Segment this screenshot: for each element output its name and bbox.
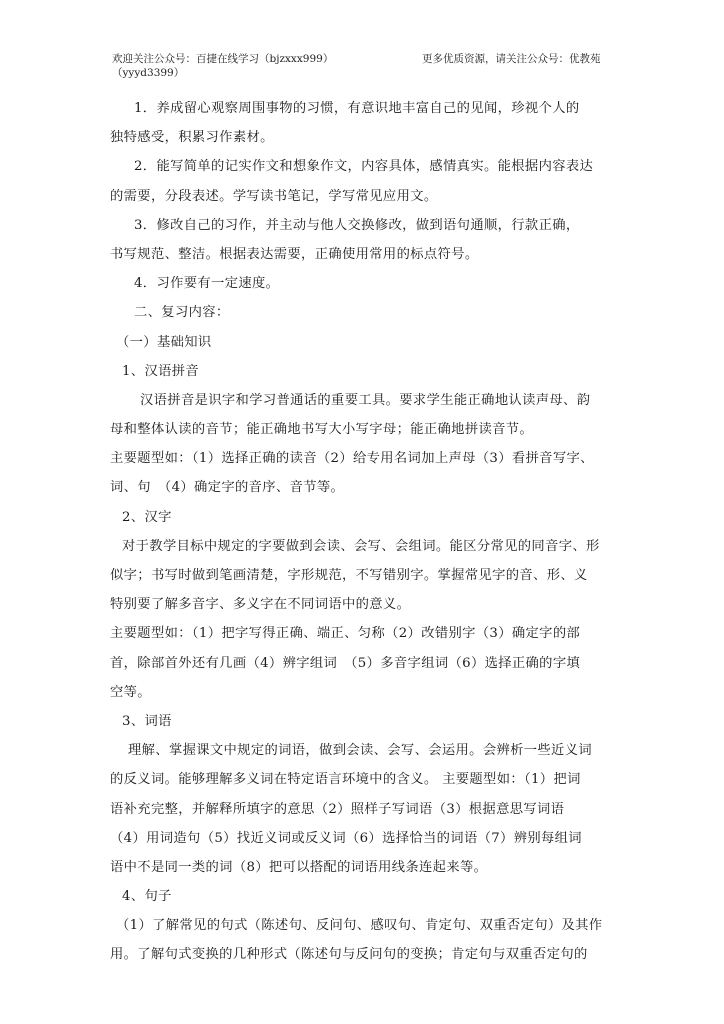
paragraph-line: 似字；书写时做到笔画清楚，字形规范，不写错别字。掌握常见字的音、形、义 xyxy=(110,568,588,583)
paragraph-line: 首，除部首外还有几画（4）辨字组词 （5）多音字组词（6）选择正确的字填 xyxy=(110,655,581,671)
paragraph-line: 用。了解句式变换的几种形式（陈述句与反问句的变换；肯定句与双重否定句的 xyxy=(110,947,588,963)
item-heading: 3、词语 xyxy=(122,713,172,729)
paragraph-line: （1）了解常见的句式（陈述句、反问句、感叹句、肯定句、双重否定句）及其作 xyxy=(116,918,603,934)
paragraph-line: 主要题型如：（1）把字写得正确、端正、匀称（2）改错别字（3）确定字的部 xyxy=(110,626,581,642)
section-heading: 二、复习内容： xyxy=(134,305,230,321)
paragraph-line: 对于教学目标中规定的字要做到会读、会写、会组词。能区分常见的同音字、形 xyxy=(122,538,600,554)
header-right-text: 更多优质资源，请关注公众号：优教苑 xyxy=(422,53,601,65)
paragraph-line: 主要题型如：（1）选择正确的读音（2）给专用名词加上声母（3）看拼音写字、 xyxy=(110,451,594,467)
header-left-text: 欢迎关注公众号：百捷在线学习（bjzxxx999） xyxy=(112,53,334,65)
item-heading: 1、汉语拼音 xyxy=(122,363,200,379)
paragraph-line: 特别要了解多音字、多义字在不同词语中的意义。 xyxy=(110,597,411,613)
paragraph-line: 理解、掌握课文中规定的词语，做到会读、会写、会运用。会辨析一些近义词 xyxy=(128,743,592,759)
header-left-continuation: （yyyd3399） xyxy=(112,67,185,79)
paragraph-line: 的反义词。能够理解多义词在特定语言环境中的含义。 主要题型如：（1）把词 xyxy=(110,772,581,788)
item-heading: 2、汉字 xyxy=(122,509,172,525)
paragraph-line: 4．习作要有一定速度。 xyxy=(134,276,280,292)
item-heading: 4、句子 xyxy=(122,889,172,905)
paragraph-line: 汉语拼音是识字和学习普通话的重要工具。要求学生能正确地认读声母、韵 xyxy=(140,392,591,408)
paragraph-line: 3．修改自己的习作，并主动与他人交换修改，做到语句通顺，行款正确， xyxy=(134,217,580,233)
paragraph-line: 的需要，分段表述。学写读书笔记，学写常见应用文。 xyxy=(110,188,438,204)
paragraph-line: 空等。 xyxy=(110,684,151,700)
paragraph-line: 书写规范、整洁。根据表达需要，正确使用常用的标点符号。 xyxy=(110,246,479,262)
paragraph-line: 1．养成留心观察周围事物的习惯，有意识地丰富自己的见闻，珍视个人的 xyxy=(134,101,580,116)
paragraph-line: 母和整体认读的音节；能正确地书写大小写字母；能正确地拼读音节。 xyxy=(110,422,534,438)
paragraph-line: （4）用词造句（5）找近义词或反义词（6）选择恰当的词语（7）辨别每组词 xyxy=(110,830,582,846)
paragraph-line: 独特感受，积累习作素材。 xyxy=(110,130,274,146)
paragraph-line: 语中不是同一类的词（8）把可以搭配的词语用线条连起来等。 xyxy=(110,859,488,875)
document-body xyxy=(110,94,620,970)
subsection-heading: （一）基础知识 xyxy=(116,334,212,350)
paragraph-line: 2．能写简单的记实作文和想象作文，内容具体，感情真实。能根据内容表达 xyxy=(134,159,594,175)
paragraph-line: 语补充完整，并解释所填字的意思（2）照样子写词语（3）根据意思写词语 xyxy=(110,801,565,817)
paragraph-line: 词、句 （4）确定字的音序、音节等。 xyxy=(110,480,345,496)
